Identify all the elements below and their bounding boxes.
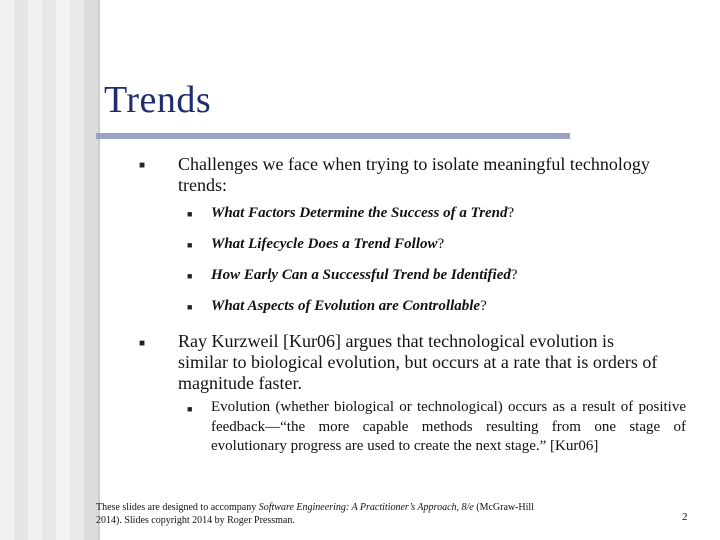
sub-bullet-text	[211, 297, 686, 317]
sub-bullet-tail: ?	[510, 267, 518, 283]
bullet-text: Challenges we face when trying to isolate meaningful technology trends:	[178, 154, 650, 195]
sub-bullet-marker: ■	[187, 240, 193, 250]
background-stripe	[56, 0, 70, 540]
background-stripe	[28, 0, 42, 540]
footer-suffix: (McGraw-Hill 2014). Slides copyright 2014 by Roger Pressman.	[96, 502, 534, 526]
sub-bullet-marker: ■	[187, 271, 193, 281]
sub-bullet-text	[211, 235, 686, 255]
background-stripe	[0, 0, 14, 540]
copyright-footer	[96, 501, 536, 527]
sub-bullet-emphasis: How Early Can a Successful Trend be Identified	[211, 267, 511, 283]
sub-bullet-text: Evolution (whether biological or technological) occurs as a result of positive feedback—“the more capable methods resulting from one stage of evolutionary progress are used to create the next stage.” [Kur06]	[211, 399, 686, 454]
title-underline	[96, 133, 570, 139]
sub-bullet-emphasis: What Lifecycle Does a Trend Follow	[211, 236, 438, 252]
sub-bullet-marker: ■	[187, 302, 193, 312]
sub-bullet-marker: ■	[187, 404, 193, 414]
bullet-text: Ray Kurzweil [Kur06] argues that technological evolution is similar to biological evolution, but occurs at a rate that is orders of magnitude faster.	[178, 331, 658, 393]
sub-bullet-tail: ?	[507, 205, 515, 221]
sub-bullet-emphasis: What Factors Determine the Success of a Trend	[211, 205, 508, 221]
slide-title: Trends	[104, 79, 212, 121]
sub-bullet-text	[211, 204, 686, 224]
sub-bullet-tail: ?	[437, 236, 445, 252]
bullet-marker: ■	[139, 338, 146, 349]
sub-bullet-tail: ?	[480, 298, 487, 314]
background-stripe	[42, 0, 56, 540]
background-stripe	[98, 0, 100, 540]
bullet-marker: ■	[139, 160, 146, 171]
sub-bullet-text	[211, 266, 686, 286]
book-title: Software Engineering: A Practitioner’s Approach, 8/e	[258, 502, 474, 513]
sub-bullet-emphasis: What Aspects of Evolution are Controllable	[211, 298, 481, 314]
background-stripe	[14, 0, 28, 540]
background-stripe	[84, 0, 98, 540]
background-stripe	[70, 0, 84, 540]
sub-bullet-marker: ■	[187, 209, 193, 219]
page-number: 2	[682, 511, 688, 523]
footer-prefix: These slides are designed to accompany	[96, 502, 259, 513]
